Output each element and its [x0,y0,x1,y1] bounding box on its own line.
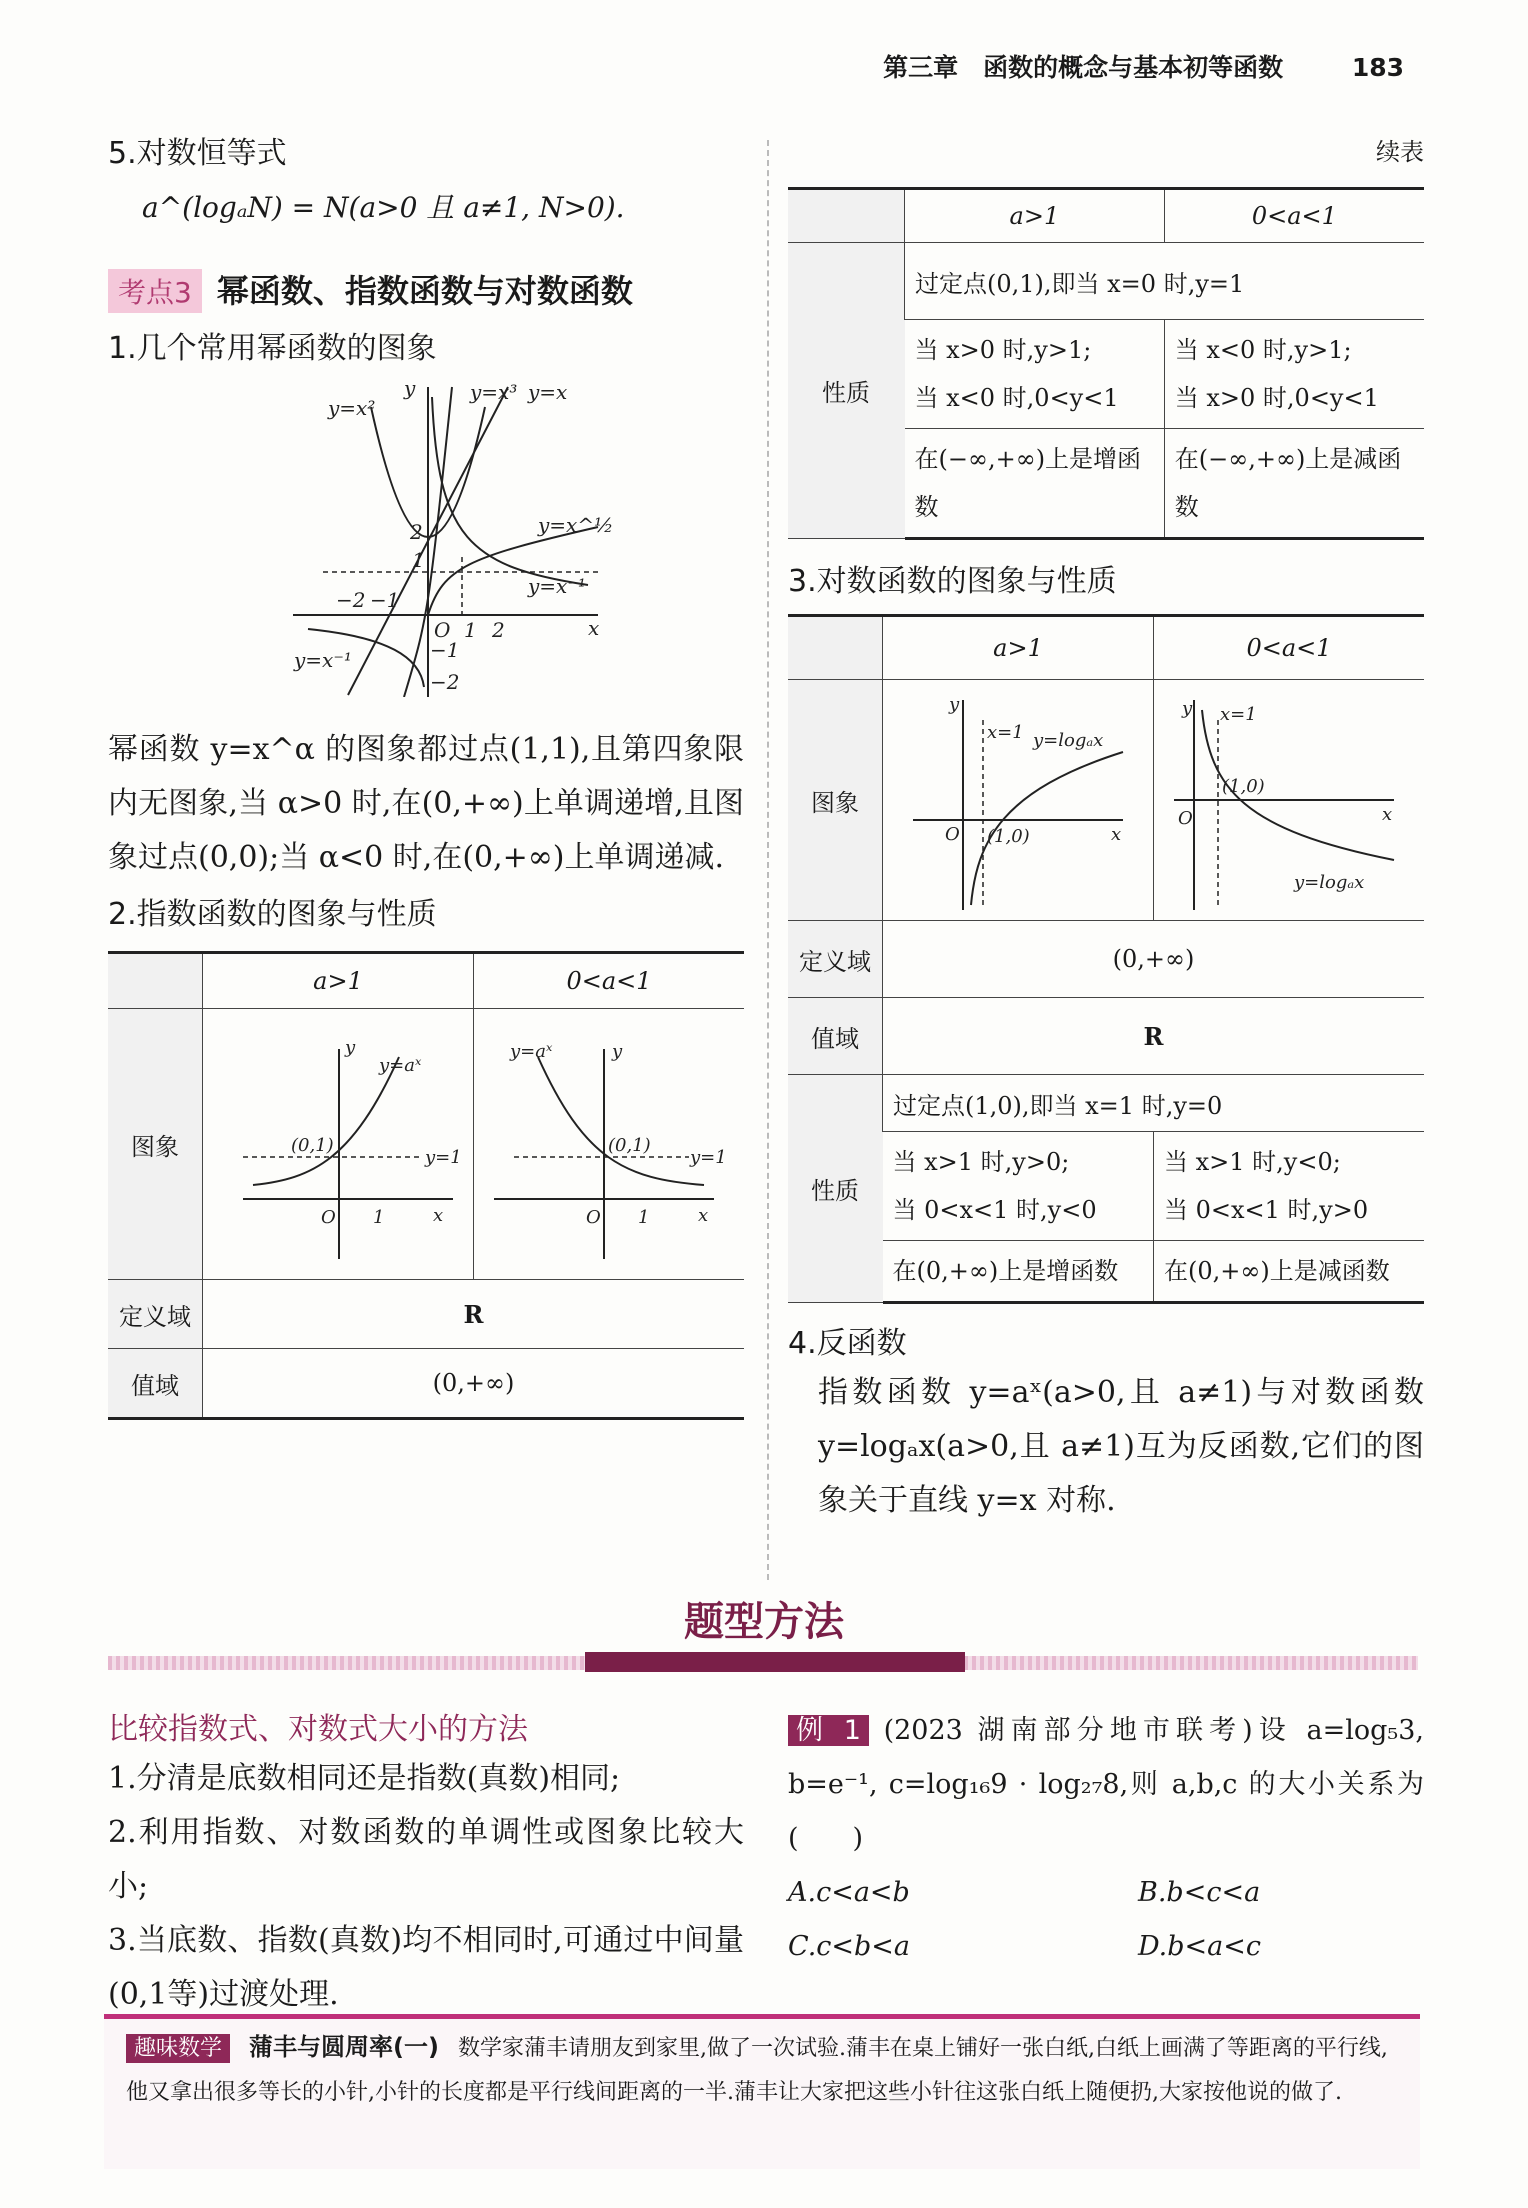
exp-row-domain: 定义域 [108,1280,203,1349]
exp-graph-increasing [203,1009,473,1279]
method-1: 1.分清是底数相同还是指数(真数)相同; [108,1761,621,1796]
chapter-title: 第三章 函数的概念与基本初等函数 [883,53,1284,82]
tick-xm1: −1 [370,588,400,612]
option-c: C.c<b<a [788,1931,911,1962]
inverse-function-paragraph: 指数函数 y=aˣ(a>0,且 a≠1)与对数函数 y=logₐx(a>0,且 a≠1)互为反函数,它们的图象关于直线 y=x 对称. [818,1375,1424,1518]
log-prop-decreasing: 在(0,+∞)上是减函数 [1154,1241,1425,1303]
x-label: x [433,1205,444,1226]
prop-line: 当 x>0 时,0<y<1 [1174,384,1379,412]
cont-prop-dec-values [1164,320,1424,429]
curve-label: y=aˣ [510,1041,553,1062]
exp-header-a-lt-1: 0<a<1 [474,953,745,1009]
origin: O [1178,808,1193,829]
origin: O [586,1207,601,1228]
methods-title: 题型方法 [684,1599,844,1645]
log-prop-inc-values [883,1132,1154,1241]
exp-row-graph: 图象 [108,1009,203,1280]
asymptote-label: x=1 [987,722,1024,743]
prop-line: 当 x>1 时,y<0; [1164,1148,1341,1176]
log-function-table [788,614,1424,1304]
tick-y1: 1 [412,548,425,572]
origin: O [321,1207,336,1228]
example-1 [788,1704,1451,1866]
log-range: R [883,998,1425,1075]
cont-prop-increasing: 在(−∞,+∞)上是增函数 [905,429,1165,539]
axis-x-label: x [588,616,600,640]
fun-math-content [104,2019,1420,2121]
tick-y2: 2 [410,520,423,544]
methods-right [788,1704,1451,1974]
example-text: (2023 湖南部分地市联考)设 a=log₅3, b=e⁻¹, c=log₁₆9 · log₂₇8,则 a,b,c 的大小关系为 ( ) [788,1715,1451,1854]
x-label: x [1382,804,1393,825]
log-graph-decreasing [1154,680,1424,920]
label-sqrt: y=x^½ [538,513,614,537]
cont-row-prop: 性质 [788,243,905,539]
label-recip: y=x⁻¹ [528,574,586,598]
exp-header-a-gt-1: a>1 [203,953,474,1009]
method-3: 3.当底数、指数(真数)均不相同时,可通过中间量(0,1等)过渡处理. [108,1923,744,2012]
point-label: (1,0) [987,826,1030,847]
log-prop-increasing: 在(0,+∞)上是增函数 [883,1241,1154,1303]
fun-math-title: 蒲丰与圆周率(一) [249,2033,439,2061]
x-label: x [698,1205,709,1226]
log-row-prop: 性质 [788,1075,883,1303]
section-1-title: 1.几个常用幂函数的图象 [108,331,437,366]
methods-subtitle: 比较指数式、对数式大小的方法 [108,1712,528,1747]
log-row-graph: 图象 [788,680,883,921]
label-x3: y=x³ [470,380,518,404]
y-label: y [345,1037,356,1058]
asymptote-label: y=1 [425,1147,462,1168]
section-2-title: 2.指数函数的图象与性质 [108,897,437,932]
section-5-title: 5.对数恒等式 [108,136,287,171]
method-2: 2.利用指数、对数函数的单调性或图象比较大小; [108,1815,744,1904]
cont-prop-fixed-point: 过定点(0,1),即当 x=0 时,y=1 [905,243,1425,320]
point-label: (0,1) [608,1135,651,1156]
cont-header-a-gt-1: a>1 [905,189,1165,243]
curve-label: y=logₐx [1033,730,1104,751]
asymptote-label: x=1 [1220,704,1257,725]
tick-ym1: −1 [430,638,460,662]
log-header-a-lt-1: 0<a<1 [1154,616,1425,680]
options-row-2 [788,1920,1424,1974]
cont-prop-inc-values [905,320,1165,429]
exp-graph-decreasing [474,1009,744,1279]
log-row-domain: 定义域 [788,921,883,998]
tick-x2: 2 [492,618,505,642]
tick-1: 1 [373,1207,385,1228]
log-prop-fixed-point: 过定点(1,0),即当 x=1 时,y=0 [883,1075,1425,1132]
page-number: 183 [1351,53,1404,82]
right-column [788,132,1424,1528]
exp-range: (0,+∞) [203,1349,745,1419]
curve-label: y=aˣ [379,1055,422,1076]
origin: O [945,824,960,845]
tick-x1: 1 [464,618,477,642]
prop-line: 当 x<0 时,0<y<1 [914,384,1119,412]
fun-math-badge: 趣味数学 [126,2034,230,2063]
options-row-1 [788,1866,1424,1920]
option-d: D.b<a<c [1138,1931,1262,1962]
tick-1: 1 [638,1207,650,1228]
prop-line: 当 0<x<1 时,y>0 [1164,1196,1369,1224]
option-a: A.c<a<b [788,1877,910,1908]
running-header [883,48,1404,84]
x-label: x [1111,824,1122,845]
asymptote-label: y=1 [690,1147,727,1168]
curve-sqrt [428,527,598,615]
prop-line: 当 x>1 时,y>0; [892,1148,1070,1176]
log-domain: (0,+∞) [883,921,1425,998]
option-b: B.b<c<a [1138,1877,1261,1908]
label-y: y [404,376,416,400]
exp-domain: R [203,1280,745,1349]
kaodian-title: 幂函数、指数函数与对数函数 [216,272,633,310]
exp-row-range: 值域 [108,1349,203,1419]
curve-reciprocal-pos [432,397,588,585]
kaodian-heading [108,266,744,313]
tick-xm2: −2 [336,588,366,612]
y-label: y [612,1041,623,1062]
section-4-title: 4.反函数 [788,1326,907,1361]
log-prop-dec-values [1154,1132,1425,1241]
methods-left [108,1704,744,2022]
section-3-title: 3.对数函数的图象与性质 [788,564,1117,599]
label-x2: y=x² [328,396,376,420]
point-label: (0,1) [291,1135,334,1156]
prop-line: 当 x>0 时,y>1; [914,336,1092,364]
fun-math-box [104,2014,1420,2169]
point-label: (1,0) [1222,776,1265,797]
y-label: y [1182,698,1193,719]
power-function-paragraph: 幂函数 y=x^α 的图象都过点(1,1),且第四象限内无图象,当 α>0 时,在(0,+∞)上单调递增,且图象过点(0,0);当 α<0 时,在(0,+∞)上单调递减. [108,732,744,875]
prop-line: 当 x<0 时,y>1; [1174,336,1352,364]
left-column [108,128,744,1420]
origin: O [434,618,451,642]
fun-math-text: 数学家蒲丰请朋友到家里,做了一次试验.蒲丰在桌上铺好一张白纸,白纸上画满了等距离的平行线,他又拿出很多等长的小针,小针的长度都是平行线间距离的一半.蒲丰让大家把这些小针往这张白纸上随便扔,大家按他说的做了. [126,2036,1388,2105]
exp-function-table [108,951,744,1420]
example-badge: 例 1 [788,1715,869,1746]
y-label: y [949,694,960,715]
column-divider [767,140,769,1580]
label-yx: y=x [528,380,568,404]
log-row-range: 值域 [788,998,883,1075]
power-functions-graph [108,367,744,697]
curve-label: y=logₐx [1294,872,1365,893]
continued-label: 续表 [1376,138,1424,166]
cont-header-a-lt-1: 0<a<1 [1164,189,1424,243]
methods-band-accent [585,1652,965,1672]
label-recip2: y=x⁻¹ [294,648,352,672]
kaodian-badge: 考点3 [108,269,202,313]
log-identity-formula: a^(logₐN) = N(a>0 且 a≠1, N>0). [142,191,625,224]
prop-line: 当 0<x<1 时,y<0 [892,1196,1097,1224]
log-header-a-gt-1: a>1 [883,616,1154,680]
exp-table-continued [788,187,1424,540]
tick-ym2: −2 [430,670,460,694]
log-graph-increasing [883,680,1153,920]
cont-prop-decreasing: 在(−∞,+∞)上是减函数 [1164,429,1424,539]
